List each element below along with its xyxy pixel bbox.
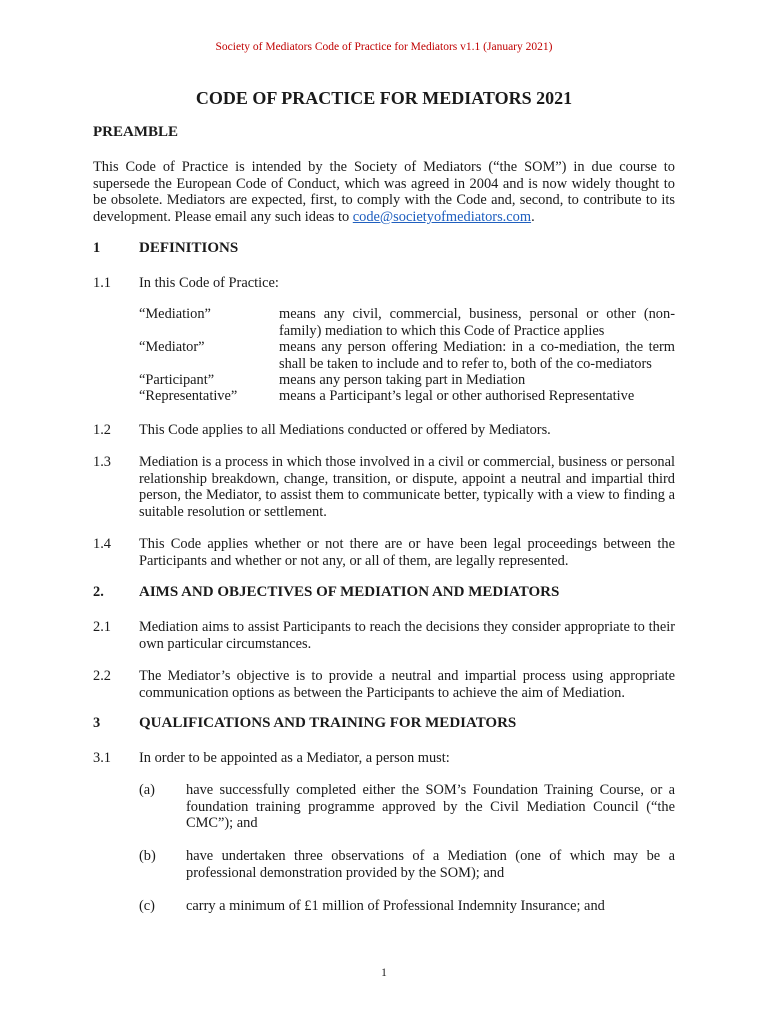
- clause-1-2-text: This Code applies to all Mediations conducted or offered by Mediators.: [139, 422, 551, 438]
- page-number: 1: [381, 967, 387, 979]
- clause-2-2-text: The Mediator’s objective is to provide a neutral and impartial process using appropriate communication options as between the Participants to achieve the aim of Mediation.: [139, 668, 675, 701]
- item-label: (a): [139, 782, 155, 798]
- email-link[interactable]: code@societyofmediators.com: [352, 208, 532, 225]
- section-2-number: 2.: [93, 584, 104, 600]
- clause-2-2-number: 2.2: [93, 668, 111, 684]
- definition-meaning: means any civil, commercial, business, personal or other (non-family) mediation to which this Code of Practice applies: [279, 306, 675, 339]
- clause-3-1-number: 3.1: [93, 750, 111, 766]
- item-text: have undertaken three observations of a Mediation (one of which may be a professional demonstration provided by the SOM); and: [186, 848, 675, 881]
- clause-1-4-number: 1.4: [93, 536, 111, 552]
- clause-1-4-text: This Code applies whether or not there are or have been legal proceedings between the Participants and whether or not any, or all of them, are legally represented.: [139, 536, 675, 569]
- section-1-heading: DEFINITIONS: [139, 240, 239, 256]
- item-label: (b): [139, 848, 156, 864]
- definition-meaning: means any person offering Mediation: in a co-mediation, the term shall be taken to include and to refer to, both of the co-mediators: [279, 339, 675, 372]
- section-2-heading: AIMS AND OBJECTIVES OF MEDIATION AND MEDIATORS: [139, 584, 560, 600]
- clause-1-2-number: 1.2: [93, 422, 111, 438]
- running-header: Society of Mediators Code of Practice for Mediators v1.1 (January 2021): [215, 41, 553, 53]
- item-text: have successfully completed either the SOM’s Foundation Training Course, or a foundation training programme approved by the Civil Mediation Council (“the CMC”); and: [186, 782, 675, 832]
- definition-meaning: means a Participant’s legal or other authorised Representative: [279, 388, 635, 404]
- clause-1-3-text: Mediation is a process in which those involved in a civil or commercial, business or personal relationship breakdown, change, transition, or dispute, appoint a neutral and impartial third person, the Mediator, to assist them to communicate better, typically with a view to finding a suitable resolution or settlement.: [139, 454, 675, 520]
- clause-3-1-text: In order to be appointed as a Mediator, a person must:: [139, 750, 450, 766]
- item-label: (c): [139, 898, 155, 914]
- definition-term: “Mediation”: [139, 306, 211, 322]
- definition-term: “Participant”: [139, 372, 215, 388]
- document-title: CODE OF PRACTICE FOR MEDIATORS 2021: [195, 88, 573, 108]
- definition-meaning: means any person taking part in Mediation: [279, 372, 526, 388]
- section-1-number: 1: [93, 240, 101, 256]
- clause-1-1-number: 1.1: [93, 275, 111, 291]
- clause-2-1-text: Mediation aims to assist Participants to reach the decisions they consider appropriate to their own particular circumstances.: [139, 619, 675, 652]
- preamble-heading: PREAMBLE: [93, 124, 179, 140]
- clause-1-1-text: In this Code of Practice:: [139, 275, 279, 291]
- clause-2-1-number: 2.1: [93, 619, 111, 635]
- preamble-paragraph: [93, 159, 675, 225]
- preamble-end: .: [531, 208, 535, 225]
- preamble-text: This Code of Practice is intended by the Society of Mediators (“the SOM”) in due course to supersede the European Code of Conduct, which was agreed in 2004 and is now widely thought to be obsolete. Mediators are expected, first, to comply with the Code and, second, to contribute to its development. Please email any such ideas to: [93, 159, 675, 225]
- definition-term: “Mediator”: [139, 339, 205, 355]
- clause-1-3-number: 1.3: [93, 454, 111, 470]
- section-3-heading: QUALIFICATIONS AND TRAINING FOR MEDIATORS: [139, 715, 517, 731]
- definition-term: “Representative”: [139, 388, 238, 404]
- item-text: carry a minimum of £1 million of Professional Indemnity Insurance; and: [186, 898, 605, 914]
- section-3-number: 3: [93, 715, 101, 731]
